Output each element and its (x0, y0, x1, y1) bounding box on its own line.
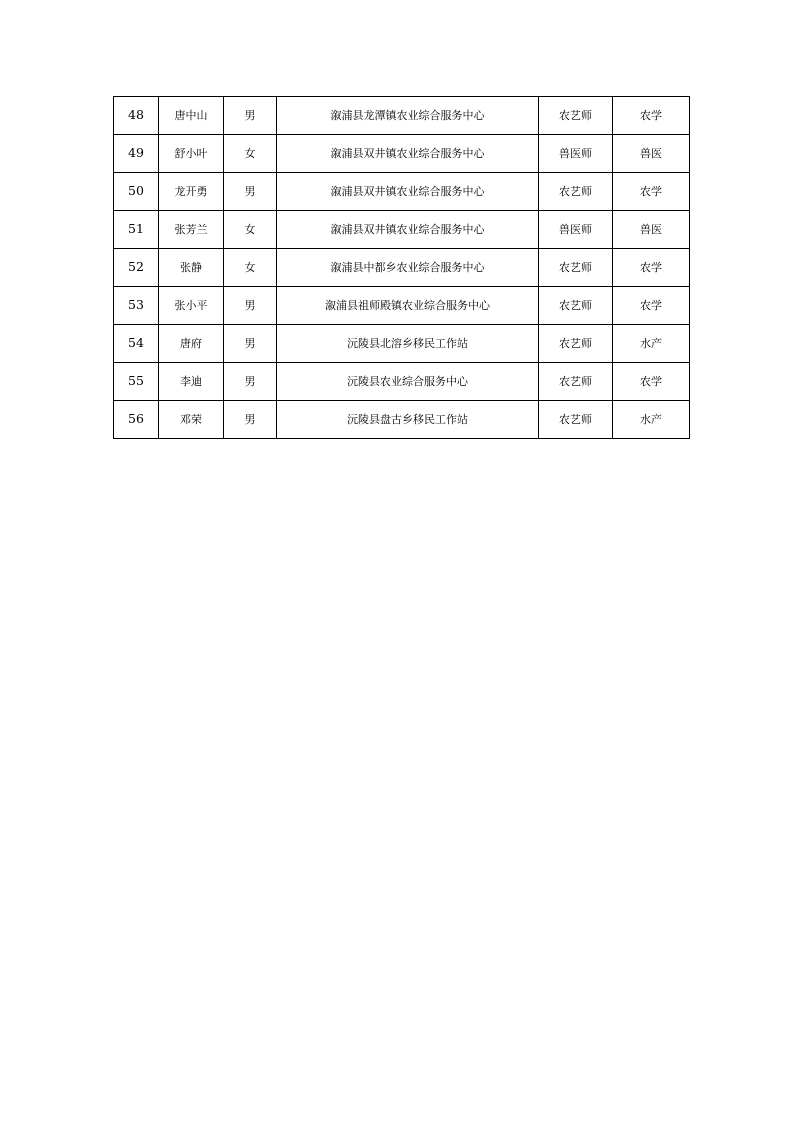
table-row (114, 325, 690, 363)
person-gender: 女 (224, 211, 277, 249)
person-gender: 男 (224, 325, 277, 363)
professional-title: 农艺师 (539, 325, 613, 363)
personnel-table-body (114, 97, 690, 439)
professional-title: 农艺师 (539, 401, 613, 439)
work-unit: 沅陵县农业综合服务中心 (277, 363, 539, 401)
table-row (114, 287, 690, 325)
table-row (114, 401, 690, 439)
major: 农学 (613, 249, 690, 287)
major: 水产 (613, 401, 690, 439)
person-name: 李迪 (159, 363, 224, 401)
person-name: 舒小叶 (159, 135, 224, 173)
table-row (114, 363, 690, 401)
work-unit: 沅陵县盘古乡移民工作站 (277, 401, 539, 439)
row-number: 56 (114, 401, 159, 439)
row-number: 55 (114, 363, 159, 401)
major: 农学 (613, 173, 690, 211)
work-unit: 溆浦县中都乡农业综合服务中心 (277, 249, 539, 287)
row-number: 48 (114, 97, 159, 135)
person-name: 邓荣 (159, 401, 224, 439)
major: 农学 (613, 287, 690, 325)
person-gender: 男 (224, 287, 277, 325)
professional-title: 兽医师 (539, 135, 613, 173)
person-gender: 男 (224, 97, 277, 135)
row-number: 50 (114, 173, 159, 211)
professional-title: 农艺师 (539, 249, 613, 287)
row-number: 53 (114, 287, 159, 325)
work-unit: 溆浦县双井镇农业综合服务中心 (277, 211, 539, 249)
person-name: 张芳兰 (159, 211, 224, 249)
row-number: 52 (114, 249, 159, 287)
person-gender: 女 (224, 249, 277, 287)
work-unit: 沅陵县北溶乡移民工作站 (277, 325, 539, 363)
row-number: 51 (114, 211, 159, 249)
person-name: 张静 (159, 249, 224, 287)
table-row (114, 135, 690, 173)
professional-title: 农艺师 (539, 287, 613, 325)
professional-title: 农艺师 (539, 363, 613, 401)
work-unit: 溆浦县龙潭镇农业综合服务中心 (277, 97, 539, 135)
person-name: 唐府 (159, 325, 224, 363)
personnel-table (113, 96, 690, 439)
major: 农学 (613, 97, 690, 135)
person-gender: 男 (224, 401, 277, 439)
person-gender: 男 (224, 173, 277, 211)
person-gender: 女 (224, 135, 277, 173)
row-number: 54 (114, 325, 159, 363)
major: 兽医 (613, 135, 690, 173)
table-row (114, 249, 690, 287)
work-unit: 溆浦县双井镇农业综合服务中心 (277, 135, 539, 173)
major: 兽医 (613, 211, 690, 249)
person-name: 唐中山 (159, 97, 224, 135)
row-number: 49 (114, 135, 159, 173)
table-row (114, 97, 690, 135)
work-unit: 溆浦县双井镇农业综合服务中心 (277, 173, 539, 211)
professional-title: 农艺师 (539, 173, 613, 211)
table-row (114, 173, 690, 211)
person-name: 张小平 (159, 287, 224, 325)
major: 水产 (613, 325, 690, 363)
professional-title: 农艺师 (539, 97, 613, 135)
person-gender: 男 (224, 363, 277, 401)
work-unit: 溆浦县祖师殿镇农业综合服务中心 (277, 287, 539, 325)
table-row (114, 211, 690, 249)
major: 农学 (613, 363, 690, 401)
professional-title: 兽医师 (539, 211, 613, 249)
person-name: 龙开勇 (159, 173, 224, 211)
